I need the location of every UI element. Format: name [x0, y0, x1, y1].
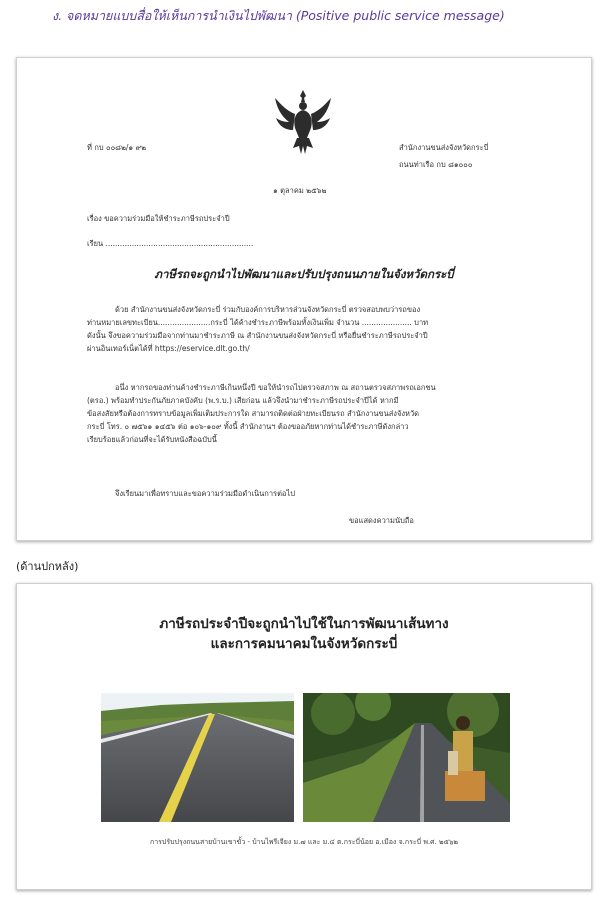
letter-subject: เรื่อง ขอความร่วมมือให้ชำระภาษีรถประจำปี: [87, 214, 230, 223]
paragraph-line: ด้วย สำนักงานขนส่งจังหวัดกระบี่ ร่วมกับองค์การบริหารส่วนจังหวัดกระบี่ ตรวจสอบพบว่ารถของ: [115, 305, 421, 314]
letter-card: [16, 57, 592, 541]
reference-number: ที่ กบ ๐๐๘๒/๑ ๙๒: [87, 143, 147, 152]
office-address: ถนนท่าเรือ กบ ๘๑๐๐๐: [399, 160, 473, 169]
paragraph-line: อนึ่ง หากรถของท่านค้างชำระภาษีเกินหนึ่งปี ขอให้นำรถไปตรวจสภาพ ณ สถานตรวจสภาพรถเอกชน: [115, 383, 436, 392]
office-name: สำนักงานขนส่งจังหวัดกระบี่: [399, 143, 489, 152]
section-caption: ง. จดหมายแบบสื่อให้เห็นการนำเงินไปพัฒนา (Positive public service message): [52, 8, 505, 23]
letter-signoff: ขอแสดงความนับถือ: [349, 516, 414, 525]
paragraph-line: ผ่านอินเทอร์เน็ตได้ที่ https://eservice.dlt.go.th/: [87, 344, 250, 353]
paragraph-line: ดังนั้น จึงขอความร่วมมือจากท่านมาชำระภาษี ณ สำนักงานขนส่งจังหวัดกระบี่ หรือยื่นชำระภาษีรถประจำปี: [87, 331, 428, 340]
letter-date: ๑ ตุลาคม ๒๕๖๒: [273, 186, 327, 195]
back-title-line: ภาษีรถประจำปีจะถูกนำไปใช้ในการพัฒนาเส้นทาง: [159, 616, 449, 632]
paragraph-line: กระบี่ โทร. ๐ ๗๕๖๑ ๑๔๕๖ ต่อ ๑๐๖-๑๐๙ ทั้งนี้ สำนักงานฯ ต้องขออภัยหากท่านได้ชำระภาษีดังกล่าว: [87, 422, 409, 431]
back-side-label: (ด้านปกหลัง): [16, 560, 79, 573]
photo-caption: การปรับปรุงถนนสายบ้านเขาขั้ว - บ้านไพรีเจียง ม.๗ และ ม.๔ ต.กระบี่น้อย อ.เมือง จ.กระบี่ พ.ศ. ๒๕๖๒: [149, 838, 459, 846]
letter-paragraph-2: [87, 381, 557, 446]
road-photo-right: [303, 693, 510, 822]
paragraph-line: เรียบร้อยแล้วก่อนที่จะได้รับหนังสือฉบับนี้: [87, 435, 217, 444]
back-cover-card: [16, 583, 592, 890]
letter-recipient: เรียน ..............................................................: [87, 239, 254, 248]
letter-closing: จึงเรียนมาเพื่อทราบและขอความร่วมมือดำเนินการต่อไป: [115, 489, 295, 498]
letter-title: ภาษีรถจะถูกนำไปพัฒนาและปรับปรุงถนนภายในจังหวัดกระบี่: [154, 267, 454, 281]
paragraph-line: (ตรอ.) พร้อมทำประกันภัยภาคบังคับ (พ.ร.บ.) เสียก่อน แล้วจึงนำมาชำระภาษีรถประจำปีได้ หากมี: [87, 396, 399, 405]
back-title-line: และการคมนาคมในจังหวัดกระบี่: [210, 636, 398, 652]
garuda-emblem-icon: [273, 88, 333, 158]
paragraph-line: ท่านหมายเลขทะเบียน......................กระบี่ ได้ค้างชำระภาษีพร้อมทั้งเงินเพิ่ม จำนวน ..................... บาท: [87, 318, 429, 327]
road-photo-left: [101, 693, 294, 822]
back-cover-title: [17, 614, 591, 654]
letter-paragraph-1: [87, 303, 557, 355]
paragraph-line: ข้อสงสัยหรือต้องการทราบข้อมูลเพิ่มเติมประการใด สามารถติดต่อฝ่ายทะเบียนรถ สำนักงานขนส่งจังหวัด: [87, 409, 420, 418]
